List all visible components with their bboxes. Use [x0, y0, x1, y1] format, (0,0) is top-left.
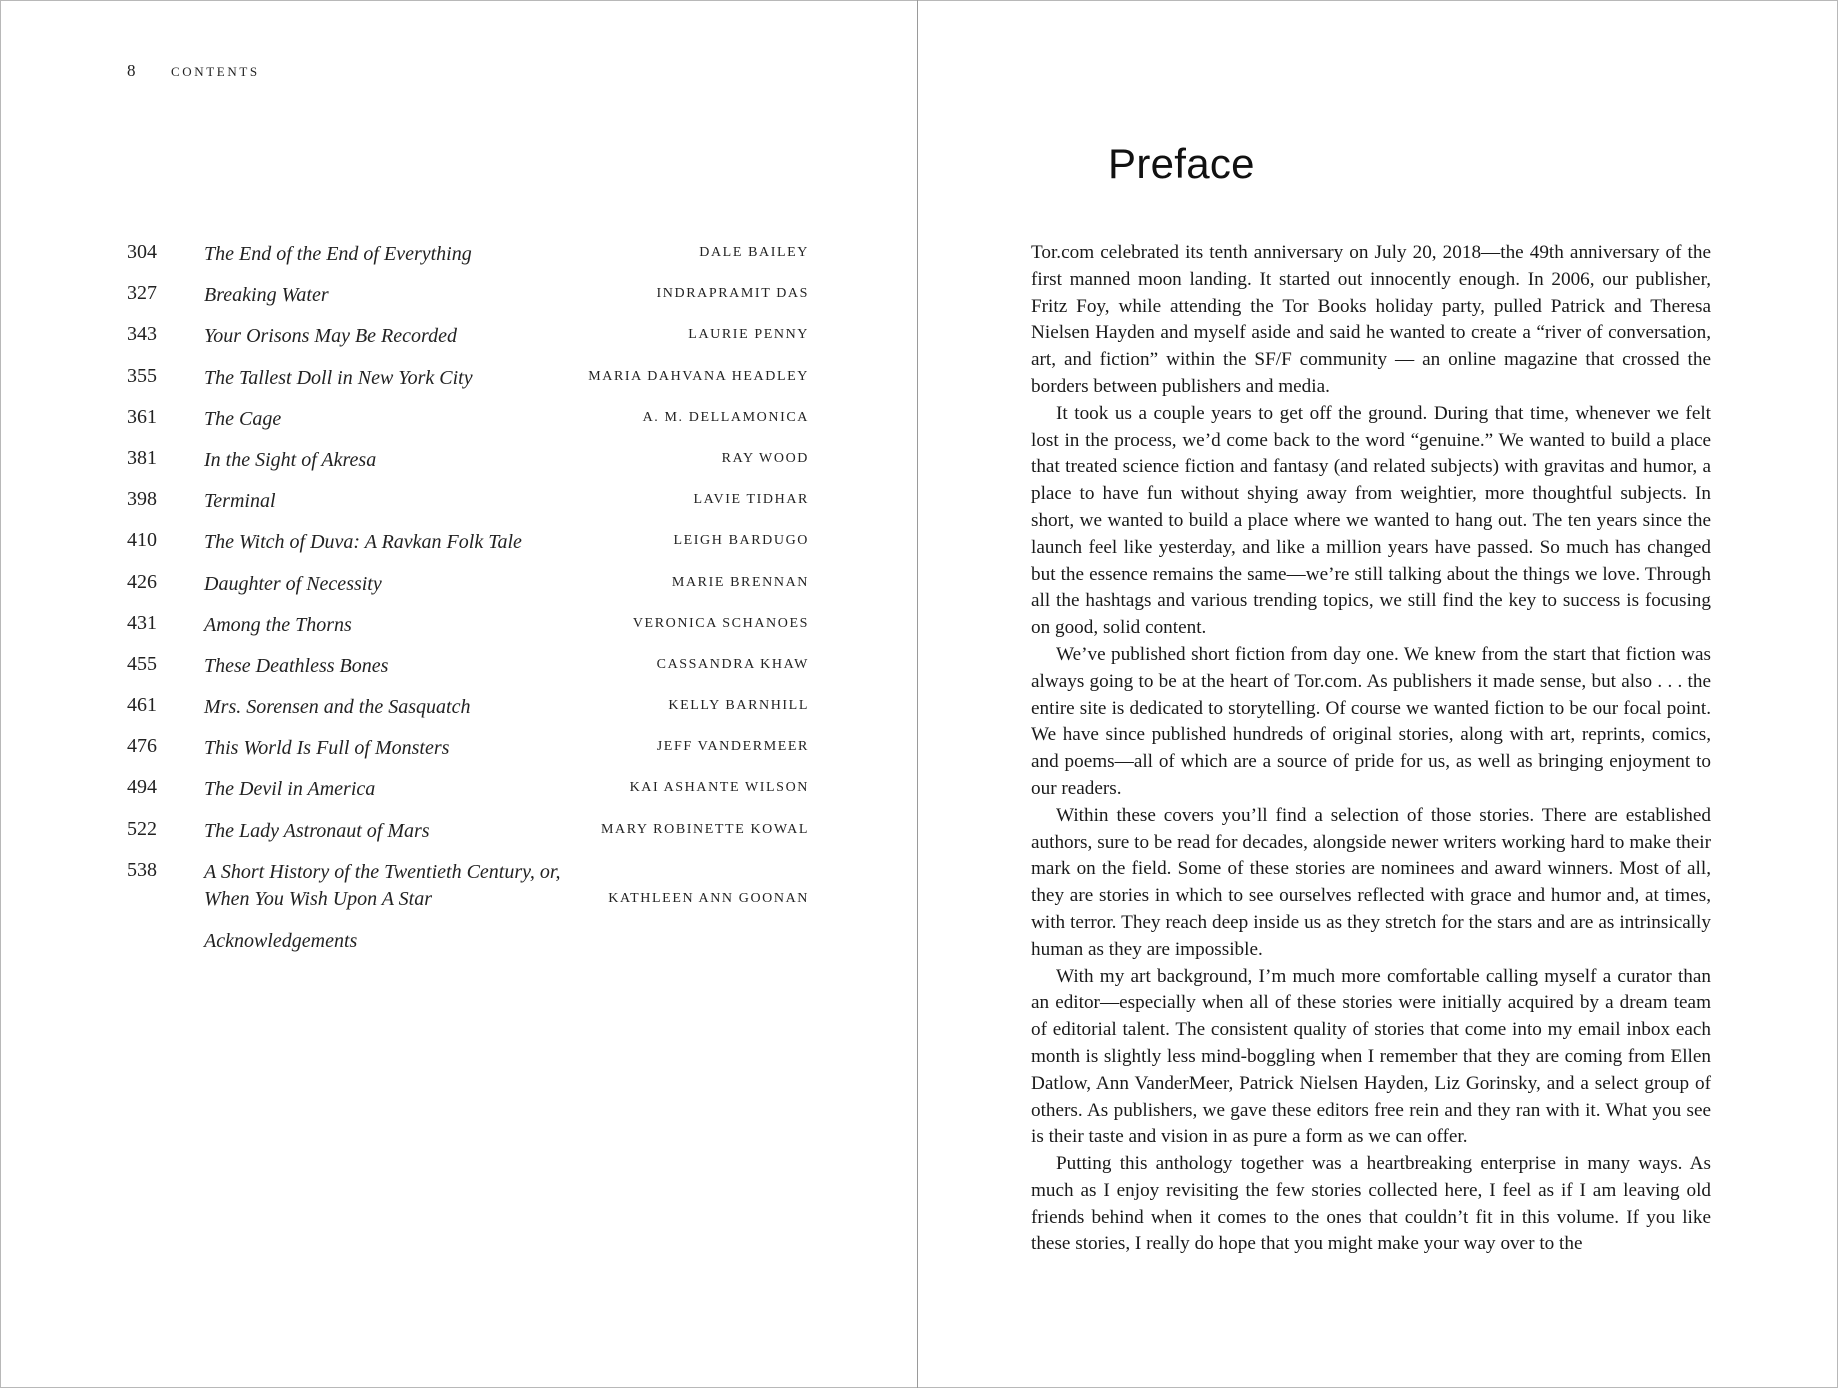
toc-entry [127, 488, 809, 529]
paragraph: We’ve published short fiction from day one. We knew from the start that fiction was always going to be at the heart of Tor.com. As publishers it made sense, but also . . . the entire site is dedicated to storytelling. Of course we wanted fiction to be our focal point. We have since published hundreds of original stories, along with art, reprints, comics, and poems—all of which are a source of pride for us, as well as bringing enjoyment to our readers. [1031, 643, 1711, 799]
toc-page-number: 431 [127, 611, 157, 634]
toc-entry [127, 776, 809, 817]
toc-page-number: 410 [127, 529, 157, 552]
toc-author: LAURIE PENNY [688, 327, 809, 343]
toc-page-number: 304 [127, 241, 157, 263]
toc-story-title: The Devil in America [204, 778, 376, 801]
toc-page-number: 355 [127, 364, 157, 387]
toc-story-title: Acknowledgements [204, 929, 358, 952]
toc-story-title: These Deathless Bones [204, 654, 389, 677]
toc-entry [127, 612, 809, 653]
left-page [0, 0, 918, 1388]
toc-author: KATHLEEN ANN GOONAN [608, 890, 809, 906]
toc-author: CASSANDRA KHAW [656, 656, 809, 672]
toc-story-title: Terminal [204, 490, 276, 513]
toc-story-title: The End of the End of Everything [204, 243, 472, 265]
toc-story-title: The Lady Astronaut of Mars [204, 819, 430, 842]
toc-entry [127, 241, 809, 282]
toc-story-title: Your Orisons May Be Recorded [204, 325, 457, 348]
paragraph: Putting this anthology together was a heartbreaking enterprise in many ways. As much as I enjoy revisiting the few stories collected here, I feel as if I am leaving old friends behind when it comes to the ones that couldn’t fit in this volume. If you like these stories, I really do hope that you might make your way over to the [1031, 1153, 1711, 1255]
page-number: 8 [127, 61, 136, 80]
toc-author: KAI ASHANTE WILSON [629, 780, 809, 796]
toc-entry [127, 365, 809, 406]
preface-body [1031, 240, 1711, 1258]
toc-page-number: 522 [127, 817, 157, 840]
toc-page-number: 343 [127, 323, 157, 346]
paragraph: It took us a couple years to get off the ground. During that time, whenever we felt lost in the process, we’d come back to the word “genuine.” We wanted to build a place that treated science fiction and fantasy (and related subjects) with gravitas and humor, a place to have fun without shying away from weightier, more thoughtful subjects. In short, we wanted to build a place where we wanted to hang out. The ten years since the launch feel like yesterday, and like a million years have passed. So much has changed but the essence remains the same—we’re still talking about the things we love. Through all the hashtags and various trending topics, we still find the key to success is focusing on good, solid content. [1031, 402, 1711, 639]
table-of-contents [127, 241, 809, 969]
toc-entry [127, 818, 809, 859]
toc-author: DALE BAILEY [699, 245, 809, 260]
running-head [127, 61, 260, 81]
toc-story-title: This World Is Full of Monsters [204, 737, 450, 760]
section-title: CONTENTS [171, 64, 260, 79]
paragraph: Tor.com celebrated its tenth anniversary on July 20, 2018—the 49th anniversary of the first manned moon landing. It started out innocently enough. In 2006, our publisher, Fritz Foy, while attending the Tor Books holiday party, pulled Patrick and Theresa Nielsen Hayden and myself aside and said he wanted to create a “river of conversation, art, and fiction” within the SF/F community — an online magazine that crossed the borders between publishers and media. [1031, 242, 1711, 397]
toc-story-title: Mrs. Sorensen and the Sasquatch [204, 696, 471, 719]
toc-page-number: 398 [127, 488, 157, 511]
toc-page-number: 455 [127, 652, 157, 675]
toc-entry [127, 323, 809, 364]
toc-page-number: 426 [127, 570, 157, 593]
toc-page-number: 538 [127, 858, 157, 881]
toc-page-number: 327 [127, 282, 157, 305]
toc-story-title: The Cage [204, 407, 282, 430]
toc-page-number: 476 [127, 735, 157, 758]
toc-story-title: Daughter of Necessity [204, 572, 382, 595]
toc-story-title: Among the Thorns [204, 613, 352, 636]
toc-author: LAVIE TIDHAR [693, 492, 809, 508]
toc-author: MARIA DAHVANA HEADLEY [588, 368, 809, 384]
toc-page-number: 494 [127, 776, 157, 799]
toc-author: MARIE BRENNAN [671, 574, 809, 590]
toc-entry [127, 694, 809, 735]
toc-entry [127, 735, 809, 776]
preface-heading: Preface [1108, 140, 1255, 187]
toc-entry [127, 282, 809, 323]
toc-story-title: A Short History of the Twentieth Century, or, When You Wish Upon A Star [204, 860, 561, 910]
toc-entry [127, 571, 809, 612]
toc-entry [127, 406, 809, 447]
toc-author: VERONICA SCHANOES [632, 615, 809, 631]
toc-entry [127, 859, 809, 928]
toc-page-number: 461 [127, 694, 157, 717]
paragraph: With my art background, I’m much more comfortable calling myself a curator than an editor—especially when all of these stories were initially acquired by a dream team of editorial talent. The consistent quality of stories that come into my email inbox each month is slightly less mind-boggling when I remember that they are coming from Ellen Datlow, Ann VanderMeer, Patrick Nielsen Hayden, Liz Gorinsky, and a select group of others. As publishers, we gave these editors free rein and they ran with it. What you see is their taste and vision in as pure a form as we can offer. [1031, 965, 1711, 1148]
toc-entry [127, 529, 809, 570]
toc-story-title: The Tallest Doll in New York City [204, 366, 473, 389]
toc-author: KELLY BARNHILL [668, 698, 809, 714]
toc-author: JEFF VANDERMEER [656, 739, 809, 755]
toc-page-number: 361 [127, 405, 157, 428]
paragraph: Within these covers you’ll find a selection of those stories. There are established authors, sure to be read for decades, alongside newer writers working hard to make their mark on the field. Some of these stories are nominees and award winners. Most of all, they are stories in which to see ourselves reflected with grace and humor and, at times, with terror. They reach deep inside us as they stretch for the stars and are as intrinsically human as they are impossible. [1031, 804, 1711, 960]
toc-author: LEIGH BARDUGO [673, 533, 809, 549]
toc-author: A. M. DELLAMONICA [642, 409, 809, 425]
toc-entry [127, 653, 809, 694]
toc-story-title: Breaking Water [204, 284, 329, 307]
toc-page-number: 381 [127, 446, 157, 469]
toc-author: INDRAPRAMIT DAS [656, 286, 809, 302]
toc-story-title: In the Sight of Akresa [204, 448, 377, 471]
toc-author: RAY WOOD [721, 450, 809, 466]
toc-story-title: The Witch of Duva: A Ravkan Folk Tale [204, 531, 522, 554]
toc-entry [127, 447, 809, 488]
toc-author: MARY ROBINETTE KOWAL [600, 821, 809, 837]
toc-entry [127, 928, 809, 969]
